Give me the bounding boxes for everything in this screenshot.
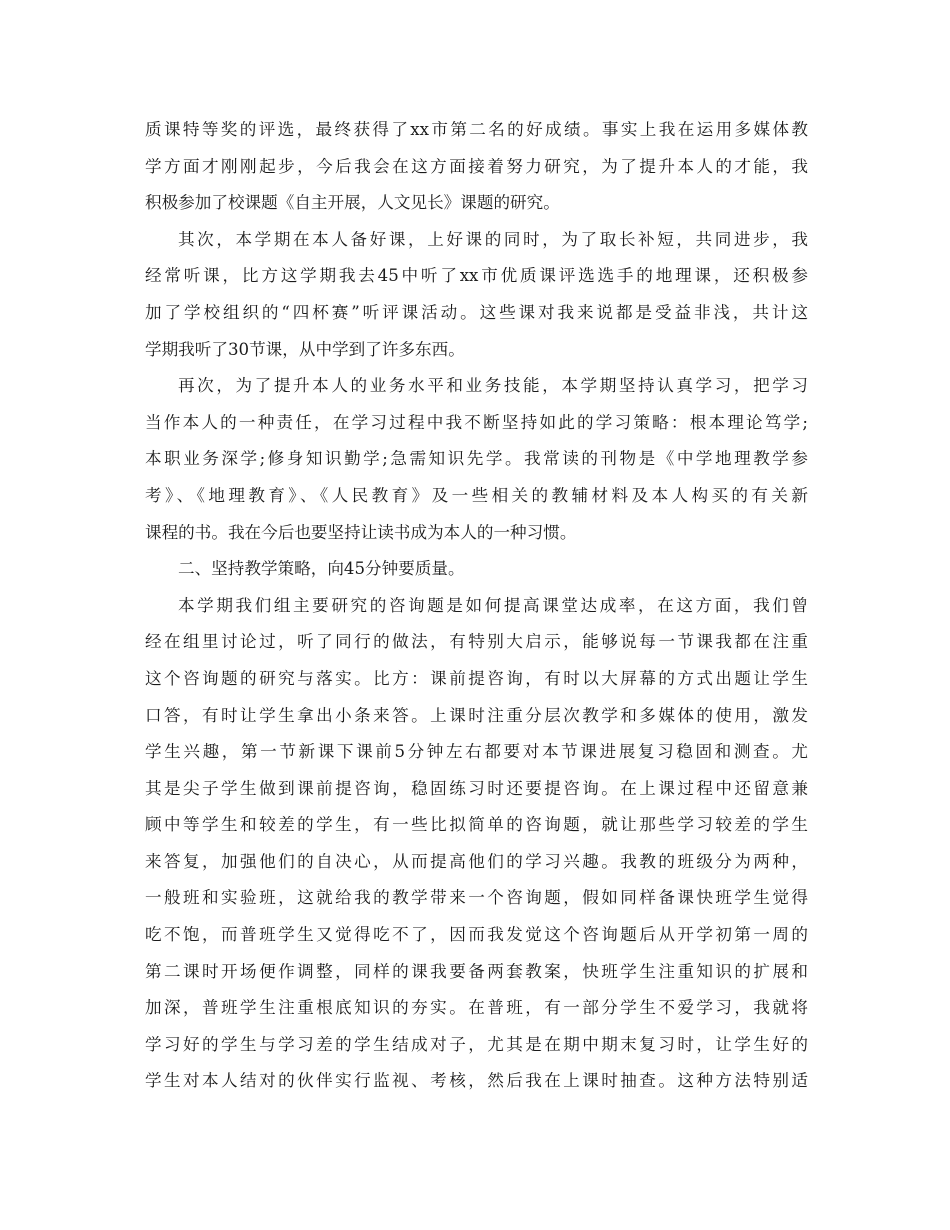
text-line: 学方面才刚刚起步，今后我会在这方面接着努力研究，为了提升本人的才能，我 [145,156,808,176]
text-line: 经常听课，比方这学期我去45中听了xx市优质课评选选手的地理课，还积极参 [145,266,808,286]
text-line: 学习好的学生与学习差的学生结成对子，尤其是在期中期末复习时，让学生好的 [145,1034,808,1054]
text-line: 考》、《地理教育》、《人民教育》及一些相关的教辅材料及本人构买的有关新 [145,485,808,505]
text-line: 加了学校组织的“四杯赛”听评课活动。这些课对我来说都是受益非浅，共计这 [145,302,808,322]
text-line: 经在组里讨论过，听了同行的做法，有特别大启示，能够说每一节课我都在注重 [145,632,808,652]
text-line: 吃不饱，而普班学生又觉得吃不了，因而我发觉这个咨询题后从开学初第一周的 [145,925,808,945]
text-line: 其是尖子学生做到课前提咨询，稳固练习时还要提咨询。在上课过程中还留意兼 [145,778,808,798]
text-line: 一般班和实验班，这就给我的教学带来一个咨询题，假如同样备课快班学生觉得 [145,888,808,908]
text-line: 其次，本学期在本人备好课，上好课的同时，为了取长补短，共同进步，我 [178,229,808,249]
text-line: 顾中等学生和较差的学生，有一些比拟简单的咨询题，就让那些学习较差的学生 [145,815,808,835]
text-line: 当作本人的一种责任，在学习过程中我不断坚持如此的学习策略：根本理论笃学; [145,412,808,432]
text-line: 积极参加了校课题《自主开展，人文见长》课题的研究。 [145,193,560,213]
text-line: 第二课时开场便作调整，同样的课我要备两套教案，快班学生注重知识的扩展和 [145,961,808,981]
text-line: 这个咨询题的研究与落实。比方：课前提咨询，有时以大屏幕的方式出题让学生 [145,668,808,688]
text-line: 学生兴趣，第一节新课下课前5分钟左右都要对本节课进展复习稳固和测查。尤 [145,742,808,762]
text-line: 口答，有时让学生拿出小条来答。上课时注重分层次教学和多媒体的使用，激发 [145,705,808,725]
text-line: 课程的书。我在今后也要坚持让读书成为本人的一种习惯。 [145,522,577,542]
document-body [145,112,808,1100]
section-heading: 二、坚持教学策略，向45分钟要质量。 [178,559,465,579]
text-line: 本职业务深学;修身知识勤学;急需知识先学。我常读的刊物是《中学地理教学参 [145,449,808,469]
text-line: 学生对本人结对的伙伴实行监视、考核，然后我在上课时抽查。这种方法特别适 [145,1071,808,1091]
text-line: 质课特等奖的评选，最终获得了xx市第二名的好成绩。事实上我在运用多媒体教 [145,120,808,139]
text-line: 再次，为了提升本人的业务水平和业务技能，本学期坚持认真学习，把学习 [178,376,808,396]
text-line: 加深，普班学生注重根底知识的夯实。在普班，有一部分学生不爱学习，我就将 [145,998,808,1018]
text-line: 本学期我们组主要研究的咨询题是如何提高课堂达成率，在这方面，我们曾 [178,595,808,615]
text-line: 学期我听了30节课，从中学到了许多东西。 [145,339,465,359]
text-line: 来答复，加强他们的自决心，从而提高他们的学习兴趣。我教的班级分为两种， [145,851,808,871]
